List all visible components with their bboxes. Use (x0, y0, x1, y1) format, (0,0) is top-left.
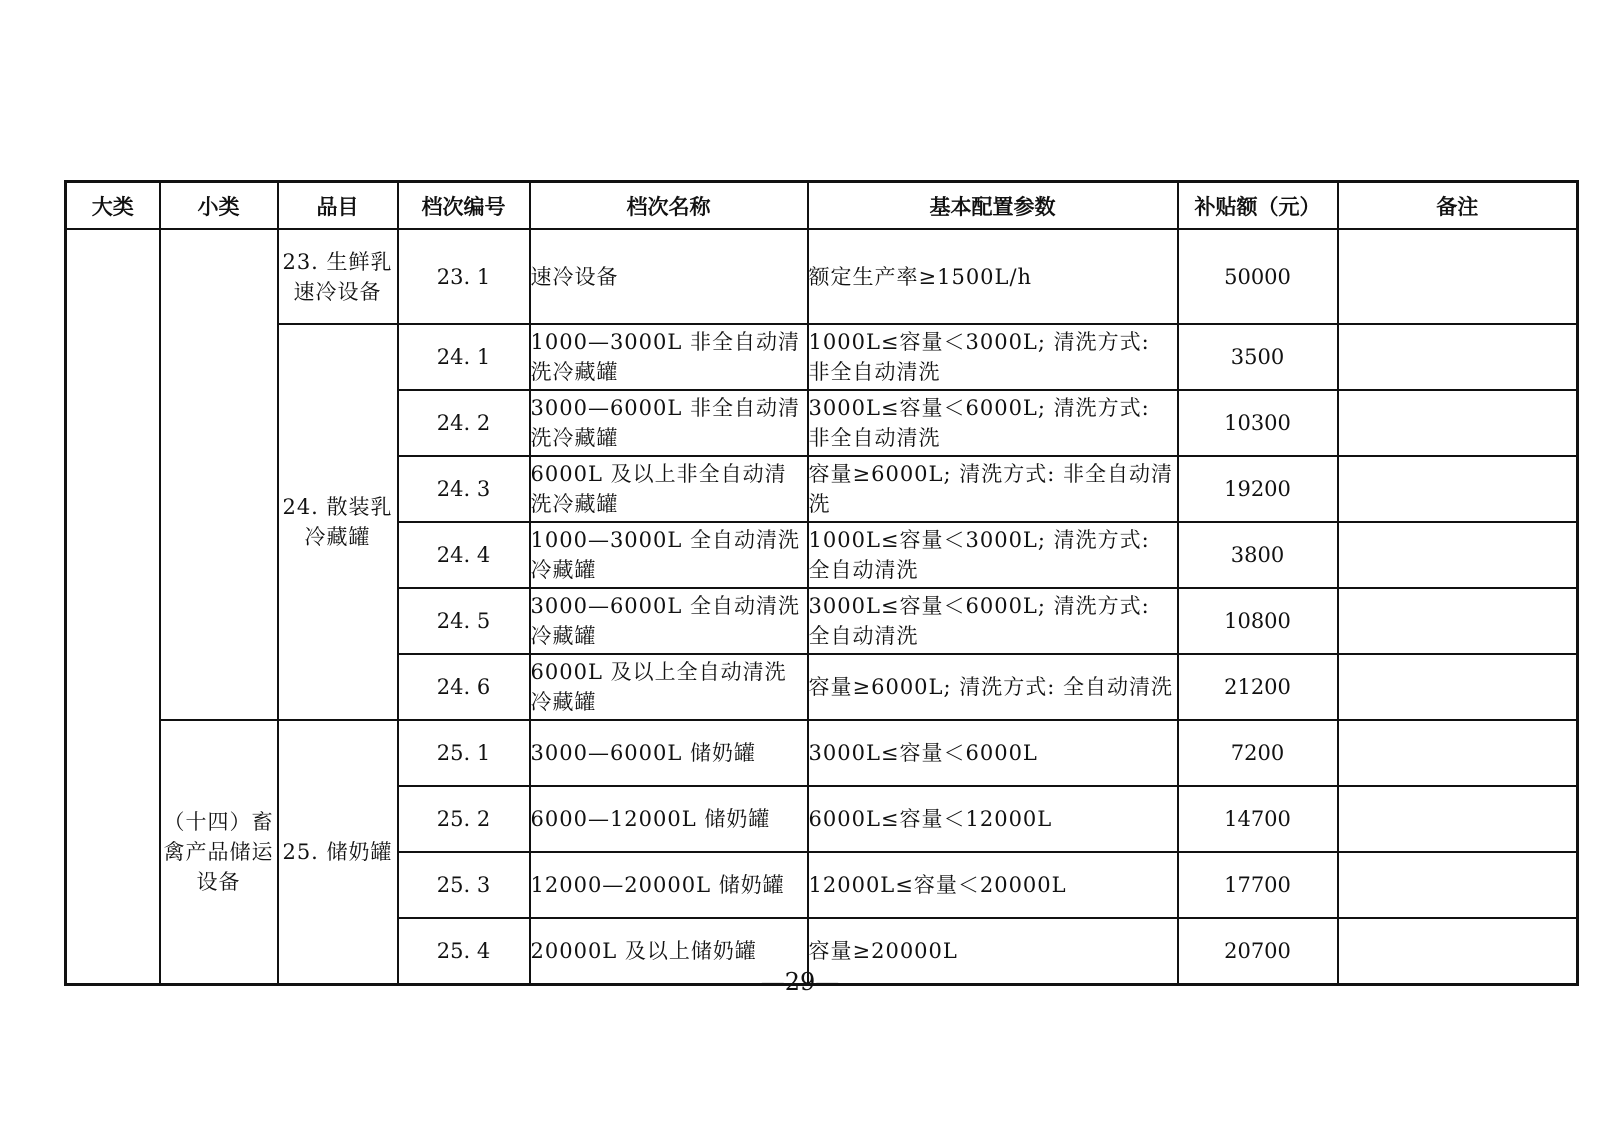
grade-name: 6000L 及以上非全自动清洗冷藏罐 (530, 456, 808, 522)
note-cell (1338, 456, 1578, 522)
table-row (66, 229, 1578, 324)
subsidy-amount: 3500 (1178, 324, 1338, 390)
note-cell (1338, 852, 1578, 918)
header-grade-code: 档次编号 (398, 182, 530, 230)
header-note: 备注 (1338, 182, 1578, 230)
subsidy-amount: 20700 (1178, 918, 1338, 985)
grade-code: 24. 2 (398, 390, 530, 456)
grade-name: 6000—12000L 储奶罐 (530, 786, 808, 852)
header-subsidy: 补贴额（元） (1178, 182, 1338, 230)
header-row (66, 182, 1578, 230)
subsidy-amount: 21200 (1178, 654, 1338, 720)
config-params: 3000L≤容量＜6000L; 清洗方式: 全自动清洗 (808, 588, 1178, 654)
grade-name: 6000L 及以上全自动清洗冷藏罐 (530, 654, 808, 720)
grade-code: 25. 4 (398, 918, 530, 985)
config-params: 额定生产率≥1500L/h (808, 229, 1178, 324)
config-params: 容量≥6000L; 清洗方式: 非全自动清洗 (808, 456, 1178, 522)
subsidy-table (64, 180, 1579, 986)
config-params: 容量≥20000L (808, 918, 1178, 985)
header-grade-name: 档次名称 (530, 182, 808, 230)
note-cell (1338, 720, 1578, 786)
config-params: 1000L≤容量＜3000L; 清洗方式: 全自动清洗 (808, 522, 1178, 588)
grade-code: 24. 1 (398, 324, 530, 390)
subsidy-amount: 50000 (1178, 229, 1338, 324)
note-cell (1338, 324, 1578, 390)
config-params: 1000L≤容量＜3000L; 清洗方式: 非全自动清洗 (808, 324, 1178, 390)
grade-code: 25. 3 (398, 852, 530, 918)
page-number: —29— (760, 968, 840, 996)
header-category: 大类 (66, 182, 160, 230)
header-subcategory: 小类 (160, 182, 278, 230)
note-cell (1338, 654, 1578, 720)
subsidy-amount: 7200 (1178, 720, 1338, 786)
subsidy-amount: 10800 (1178, 588, 1338, 654)
config-params: 3000L≤容量＜6000L (808, 720, 1178, 786)
subcategory-cell (160, 229, 278, 720)
config-params: 3000L≤容量＜6000L; 清洗方式: 非全自动清洗 (808, 390, 1178, 456)
header-params: 基本配置参数 (808, 182, 1178, 230)
grade-code: 25. 1 (398, 720, 530, 786)
grade-name: 1000—3000L 全自动清洗冷藏罐 (530, 522, 808, 588)
subsidy-amount: 10300 (1178, 390, 1338, 456)
config-params: 6000L≤容量＜12000L (808, 786, 1178, 852)
grade-code: 23. 1 (398, 229, 530, 324)
grade-name: 3000—6000L 储奶罐 (530, 720, 808, 786)
subcategory-cell-14: （十四）畜禽产品储运设备 (160, 720, 278, 985)
note-cell (1338, 588, 1578, 654)
grade-code: 24. 3 (398, 456, 530, 522)
grade-name: 速冷设备 (530, 229, 808, 324)
table-row (66, 720, 1578, 786)
grade-name: 1000—3000L 非全自动清洗冷藏罐 (530, 324, 808, 390)
grade-name: 20000L 及以上储奶罐 (530, 918, 808, 985)
subsidy-amount: 19200 (1178, 456, 1338, 522)
grade-name: 3000—6000L 非全自动清洗冷藏罐 (530, 390, 808, 456)
note-cell (1338, 390, 1578, 456)
category-cell (66, 229, 160, 985)
item-cell-24: 24. 散装乳冷藏罐 (278, 324, 398, 720)
grade-name: 12000—20000L 储奶罐 (530, 852, 808, 918)
note-cell (1338, 522, 1578, 588)
grade-code: 24. 6 (398, 654, 530, 720)
note-cell (1338, 786, 1578, 852)
grade-code: 24. 4 (398, 522, 530, 588)
grade-name: 3000—6000L 全自动清洗冷藏罐 (530, 588, 808, 654)
header-item: 品目 (278, 182, 398, 230)
grade-code: 24. 5 (398, 588, 530, 654)
subsidy-amount: 3800 (1178, 522, 1338, 588)
config-params: 12000L≤容量＜20000L (808, 852, 1178, 918)
table-row (66, 324, 1578, 390)
item-cell-23: 23. 生鲜乳速冷设备 (278, 229, 398, 324)
config-params: 容量≥6000L; 清洗方式: 全自动清洗 (808, 654, 1178, 720)
note-cell (1338, 229, 1578, 324)
subsidy-amount: 14700 (1178, 786, 1338, 852)
item-cell-25: 25. 储奶罐 (278, 720, 398, 985)
grade-code: 25. 2 (398, 786, 530, 852)
subsidy-amount: 17700 (1178, 852, 1338, 918)
